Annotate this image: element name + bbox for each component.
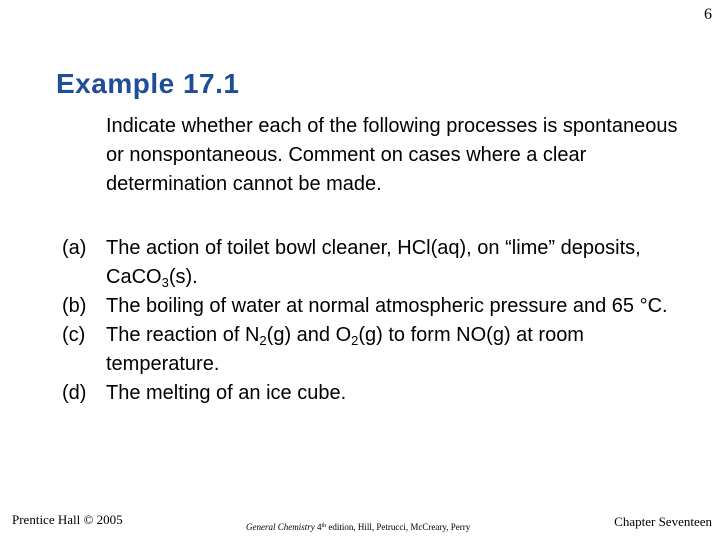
item-text-part: (s). [168,266,198,288]
item-marker: (d) [62,382,87,404]
process-list [62,234,682,408]
item-marker: (a) [62,237,87,259]
item-text: The melting of an ice cube. [106,382,347,404]
item-text: The boiling of water at normal atmospheric pressure and 65 °C. [106,295,668,317]
item-marker: (c) [62,324,86,346]
edition-suffix: th [321,523,327,529]
edition-number: 4 [317,522,322,532]
item-text-part: (g) and O [266,324,352,346]
footer-publisher: Prentice Hall © 2005 [12,512,123,527]
subscript: 2 [351,333,359,348]
item-text-part: The action of toilet bowl cleaner, HCl(aq), on “lime” deposits, CaCO [106,237,641,288]
page-title: Example 17.1 [56,68,240,99]
item-marker: (b) [62,295,87,317]
subscript: 2 [259,333,267,348]
slide-number: 6 [704,6,712,23]
book-title: General Chemistry [246,522,315,532]
citation-rest: edition, Hill, Petrucci, McCreary, Perry [326,522,471,532]
subscript: 3 [161,275,169,290]
list-item [62,292,682,321]
intro-text: Indicate whether each of the following processes is spontaneous or nonspontaneous. Comment on cases where a clear determination cannot be made. [106,115,678,195]
item-text-part: (g) to form NO(g) at room temperature. [106,324,584,375]
footer-chapter: Chapter Seventeen [614,514,712,529]
item-text [106,321,682,379]
item-text-part: The reaction of N [106,324,260,346]
list-item [62,379,682,408]
list-item [62,234,682,292]
footer-citation [246,522,470,532]
list-item [62,321,682,379]
item-text [106,234,682,292]
